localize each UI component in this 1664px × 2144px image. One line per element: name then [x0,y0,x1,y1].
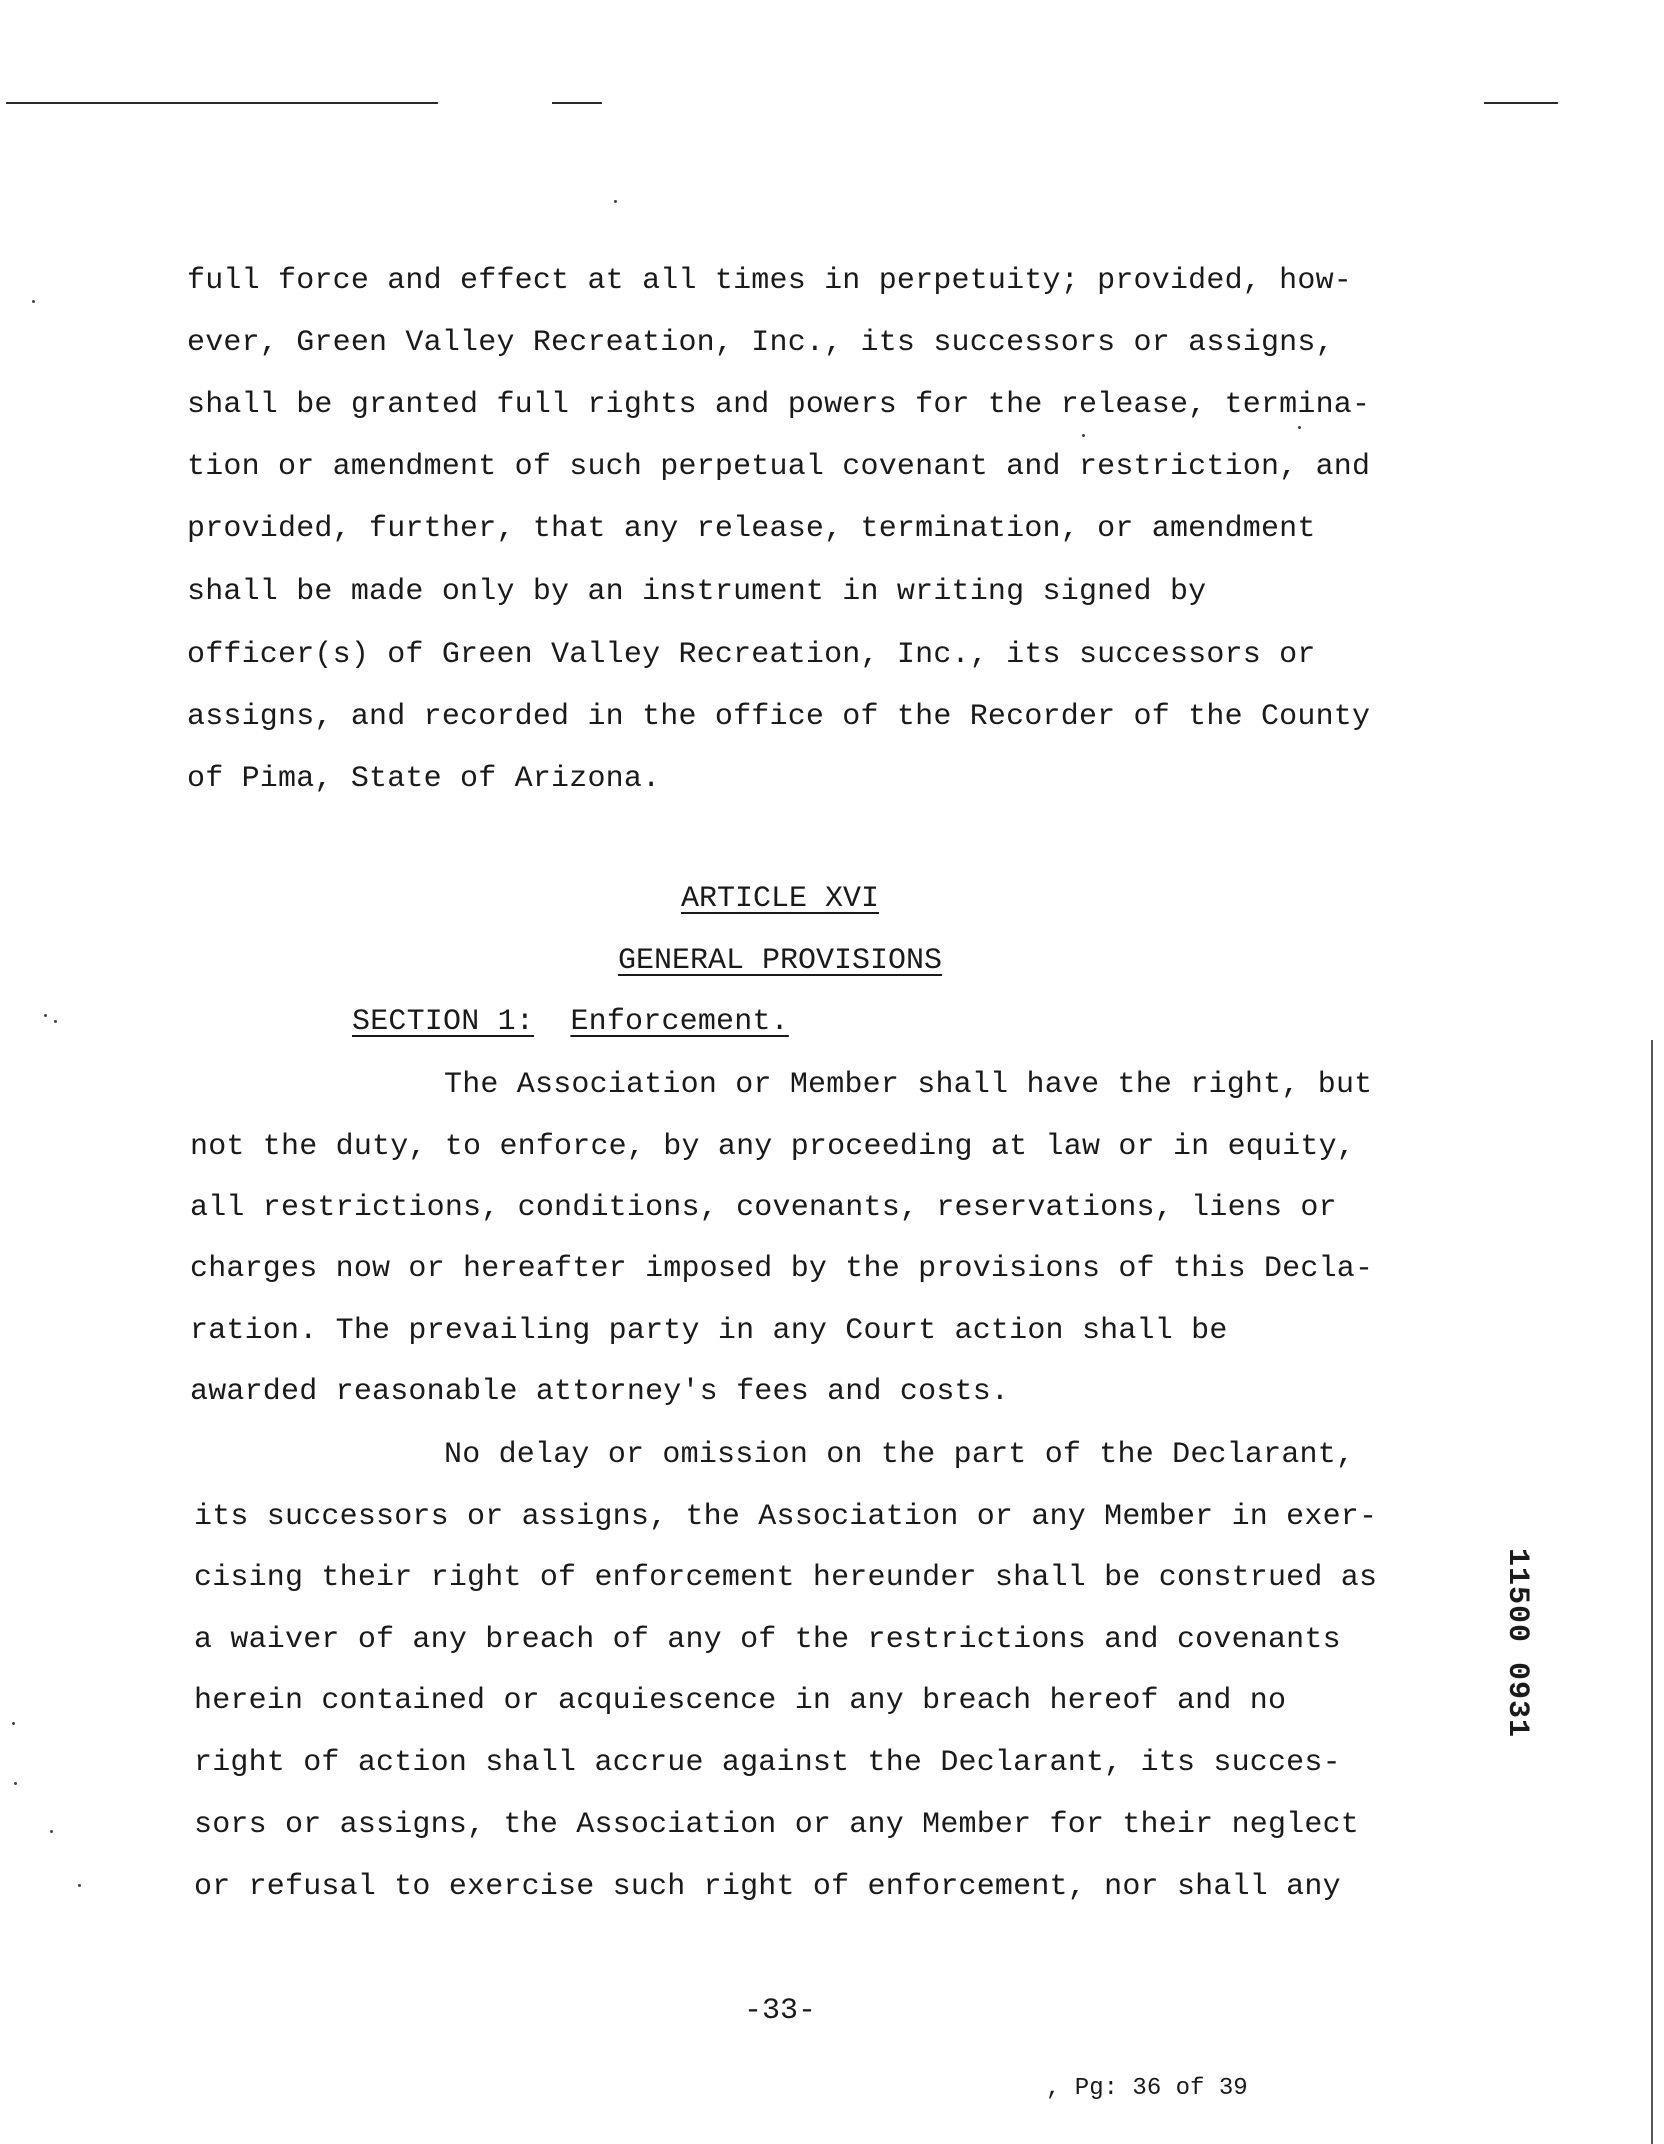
text-line: cising their right of enforcement hereunder shall be construed as [194,1561,1378,1595]
section-title: Enforcement. [570,1005,789,1039]
text-line: its successors or assigns, the Association or any Member in exer- [194,1500,1378,1534]
scan-speck [12,1722,15,1725]
text-line: herein contained or acquiescence in any breach hereof and no [194,1684,1287,1718]
text-line: assigns, and recorded in the office of the Recorder of the County [187,700,1371,734]
text-line: awarded reasonable attorney's fees and costs. [190,1375,1010,1409]
top-rule-right [1484,102,1558,104]
article-title [0,882,1560,916]
article-subtitle-text: GENERAL PROVISIONS [617,944,943,978]
scan-speck [614,200,617,203]
scan-speck [14,1782,17,1785]
scan-speck [54,1020,57,1023]
text-line: right of action shall accrue against the Declarant, its succes- [194,1746,1341,1780]
text-line: shall be made only by an instrument in writing signed by [187,575,1207,609]
scan-speck [32,300,35,303]
text-line: provided, further, that any release, termination, or amendment [187,512,1316,546]
text-line: all restrictions, conditions, covenants, reservations, liens or [190,1191,1337,1225]
text-line: sors or assigns, the Association or any Member for their neglect [194,1808,1359,1842]
text-line: ration. The prevailing party in any Court action shall be [190,1314,1228,1348]
text-line: charges now or hereafter imposed by the provisions of this Decla- [190,1252,1374,1286]
text-line: or refusal to exercise such right of enforcement, nor shall any [194,1870,1341,1904]
top-rule-middle [552,102,602,104]
scan-edge-line [1651,1040,1653,2144]
text-line: tion or amendment of such perpetual covenant and restriction, and [187,450,1371,484]
text-line: not the duty, to enforce, by any proceeding at law or in equity, [190,1130,1355,1164]
page-number: -33- [743,1994,816,2028]
text-line: officer(s) of Green Valley Recreation, Inc., its successors or [187,638,1316,672]
top-rule-left [6,102,242,104]
scan-speck [44,1014,47,1017]
scan-speck [50,1830,53,1833]
text-line: shall be granted full rights and powers for the release, termina- [187,388,1371,422]
scan-speck [1082,434,1085,437]
scan-speck [1298,426,1301,429]
text-line: a waiver of any breach of any of the restrictions and covenants [194,1623,1341,1657]
article-title-text: ARTICLE XVI [680,882,880,916]
top-rule-left-2 [242,102,438,104]
section-heading [352,1005,789,1039]
page-count-footer: , Pg: 36 of 39 [1046,2075,1248,2102]
text-line: No delay or omission on the part of the Declarant, [444,1438,1355,1472]
text-line: The Association or Member shall have the right, but [444,1068,1373,1102]
text-line: ever, Green Valley Recreation, Inc., its successors or assigns, [187,326,1334,360]
text-line: of Pima, State of Arizona. [187,762,661,796]
recording-number-text: 11500 0931 [1500,1548,1534,1739]
recording-number-stamp [1500,1548,1540,1848]
article-subtitle [0,944,1560,978]
section-label: SECTION 1: [352,1005,535,1039]
text-line: full force and effect at all times in perpetuity; provided, how- [187,264,1352,298]
scan-speck [78,1884,81,1887]
